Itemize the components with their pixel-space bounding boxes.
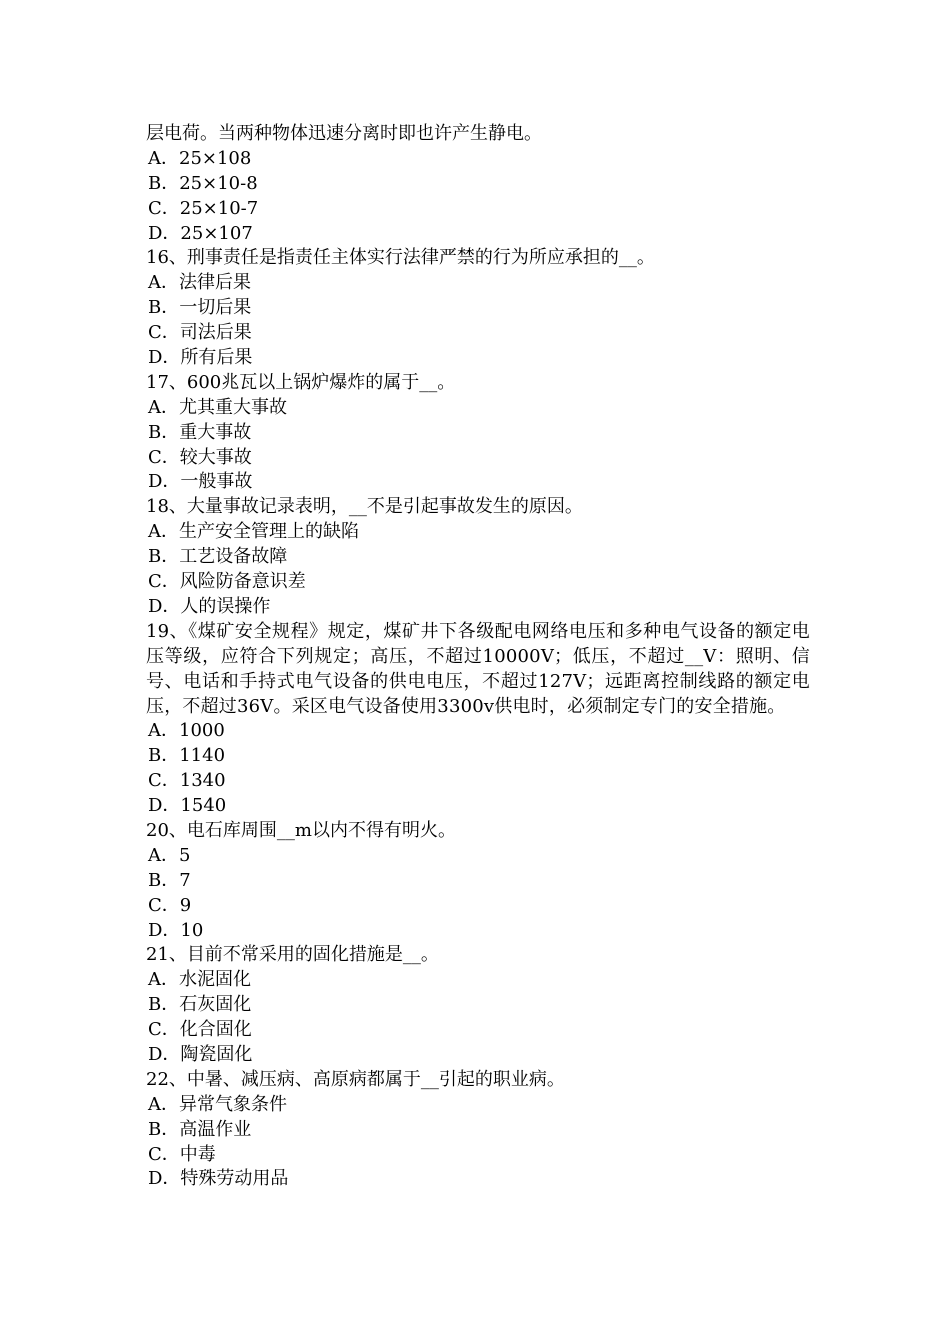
question-19-option-d: D．1540 <box>148 795 227 817</box>
option-c: C．25×10-7 <box>148 197 259 219</box>
question-19-option-c: C．1340 <box>148 770 226 792</box>
question-21-option-a: A．水泥固化 <box>148 969 251 991</box>
question-20-option-c: C．9 <box>148 894 192 916</box>
question-17-option-d: D．一般事故 <box>148 471 253 493</box>
question-19-stem: 19、《煤矿安全规程》规定，煤矿井下各级配电网络电压和多种电气设备的额定电压等级，应符合下列规定；高压，不超过10000V；低压，不超过__V：照明、信号、电话和手持式电气设备的供电电压，不超过127V；远距离控制线路的额定电压，不超过36V。采区电气设备使用3300v供电时，必须制定专门的安全措施。 <box>146 620 810 717</box>
question-20-stem: 20、电石库周围__m以内不得有明火。 <box>146 820 456 841</box>
question-18-option-d: D．人的误操作 <box>148 595 271 617</box>
option-b: B．25×10-8 <box>148 172 258 194</box>
question-22-option-a: A．异常气象条件 <box>148 1093 287 1115</box>
option-a: A．25×108 <box>148 147 252 169</box>
option-d: D．25×107 <box>148 222 253 244</box>
question-18-option-c: C．风险防备意识差 <box>148 571 306 593</box>
question-21-option-d: D．陶瓷固化 <box>148 1044 253 1066</box>
question-18-option-a: A．生产安全管理上的缺陷 <box>148 521 359 543</box>
question-16-option-b: B．一切后果 <box>148 297 252 319</box>
intro-text: 层电荷。当两种物体迅速分离时即也许产生静电。 <box>146 123 542 144</box>
question-21-stem: 21、目前不常采用的固化措施是__。 <box>146 944 439 966</box>
question-20-option-d: D．10 <box>148 919 204 941</box>
question-16-option-d: D．所有后果 <box>148 347 253 369</box>
document-page <box>146 122 810 1192</box>
question-18-option-b: B．工艺设备故障 <box>148 546 288 568</box>
question-18-stem: 18、大量事故记录表明，__不是引起事故发生的原因。 <box>146 496 583 518</box>
question-17-option-a: A．尤其重大事故 <box>148 396 287 418</box>
question-17-option-c: C．较大事故 <box>148 446 252 468</box>
question-22-stem: 22、中暑、减压病、高原病都属于__引起的职业病。 <box>146 1068 565 1090</box>
question-17-option-b: B．重大事故 <box>148 421 252 443</box>
question-16-option-c: C．司法后果 <box>148 322 252 344</box>
question-16-option-a: A．法律后果 <box>148 272 251 294</box>
question-21-option-b: B．石灰固化 <box>148 994 252 1016</box>
question-21-option-c: C．化合固化 <box>148 1019 252 1041</box>
question-19-option-a: A．1000 <box>148 720 225 742</box>
question-17-stem: 17、600兆瓦以上锅炉爆炸的属于__。 <box>146 371 456 393</box>
question-22-option-d: D．特殊劳动用品 <box>148 1168 289 1190</box>
question-19-option-b: B．1140 <box>148 745 226 767</box>
question-20-option-a: A．5 <box>148 844 191 866</box>
question-16-stem: 16、刑事责任是指责任主体实行法律严禁的行为所应承担的__。 <box>146 247 655 269</box>
question-22-option-c: C．中毒 <box>148 1143 216 1165</box>
question-20-option-b: B．7 <box>148 869 191 891</box>
question-22-option-b: B．高温作业 <box>148 1118 252 1140</box>
